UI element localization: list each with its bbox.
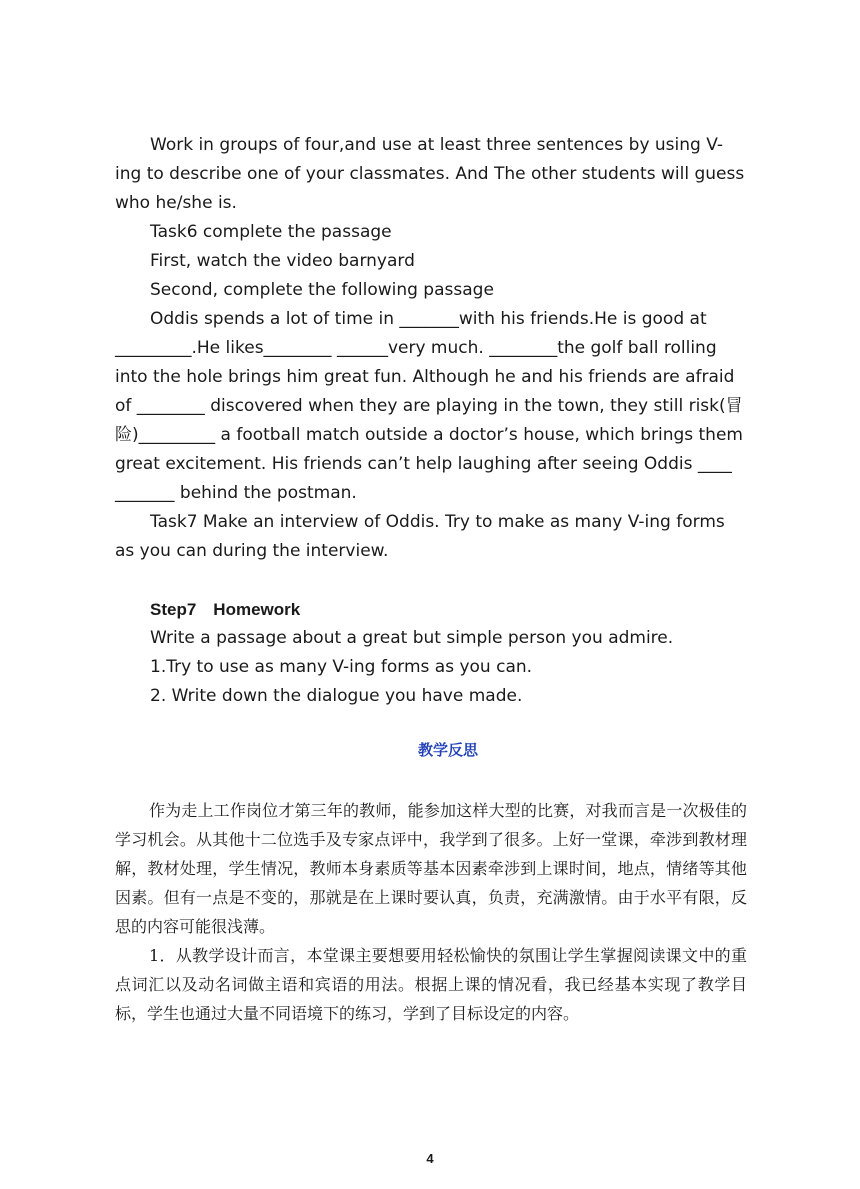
reflection-body (115, 796, 747, 1028)
homework-item-1: 1.Try to use as many V-ing forms as you can. (150, 657, 533, 677)
reflection-paragraph-2: 1．从教学设计而言，本堂课主要想要用轻松愉快的氛围让学生掌握阅读课文中的重点词汇以及动名词做主语和宾语的用法。根据上课的情况看，我已经基本实现了教学目标，学生也通过大量不同语境下的练习，学到了目标设定的内容。 (115, 946, 747, 1023)
homework-intro: Write a passage about a great but simple person you admire. (150, 628, 674, 648)
page-number: 4 (426, 1151, 434, 1166)
task6-passage: Oddis spends a lot of time in _______with his friends.He is good at _________.He likes________ ______very much. ________the golf ball rolling into the hole brings him great fun. Although he and his friends are afraid of ________ discovered when they are playing in the town, they still risk(冒险)_________ a football match outside a doctor’s house, which brings them great excitement. His friends can’t help laughing after seeing Oddis ____ _______ behind the postman. (115, 309, 743, 503)
task6-title: Task6 complete the passage (150, 222, 392, 242)
step7-heading: Step7 Homework (150, 600, 301, 619)
reflection-paragraph-1: 作为走上工作岗位才第三年的教师，能参加这样大型的比赛，对我而言是一次极佳的学习机会。从其他十二位选手及专家点评中，我学到了很多。上好一堂课，牵涉到教材理解，教材处理，学生情况，教师本身素质等基本因素牵涉到上课时间，地点，情绪等其他因素。但有一点是不变的，那就是在上课时要认真，负责，充满激情。由于水平有限，反思的内容可能很浅薄。 (115, 801, 747, 936)
task7-instruction: Task7 Make an interview of Oddis. Try to make as many V-ing forms as you can during the interview. (115, 512, 725, 561)
homework-item-2: 2. Write down the dialogue you have made. (150, 686, 523, 706)
reflection-heading: 教学反思 (417, 741, 478, 759)
task6-step-watch: First, watch the video barnyard (150, 251, 415, 271)
group-work-instruction: Work in groups of four,and use at least three sentences by using V-ing to describe one of your classmates. And The other students will guess who he/she is. (115, 135, 745, 213)
lesson-plan-body (115, 131, 747, 711)
blank-line (115, 566, 747, 595)
task6-step-complete: Second, complete the following passage (150, 280, 494, 300)
